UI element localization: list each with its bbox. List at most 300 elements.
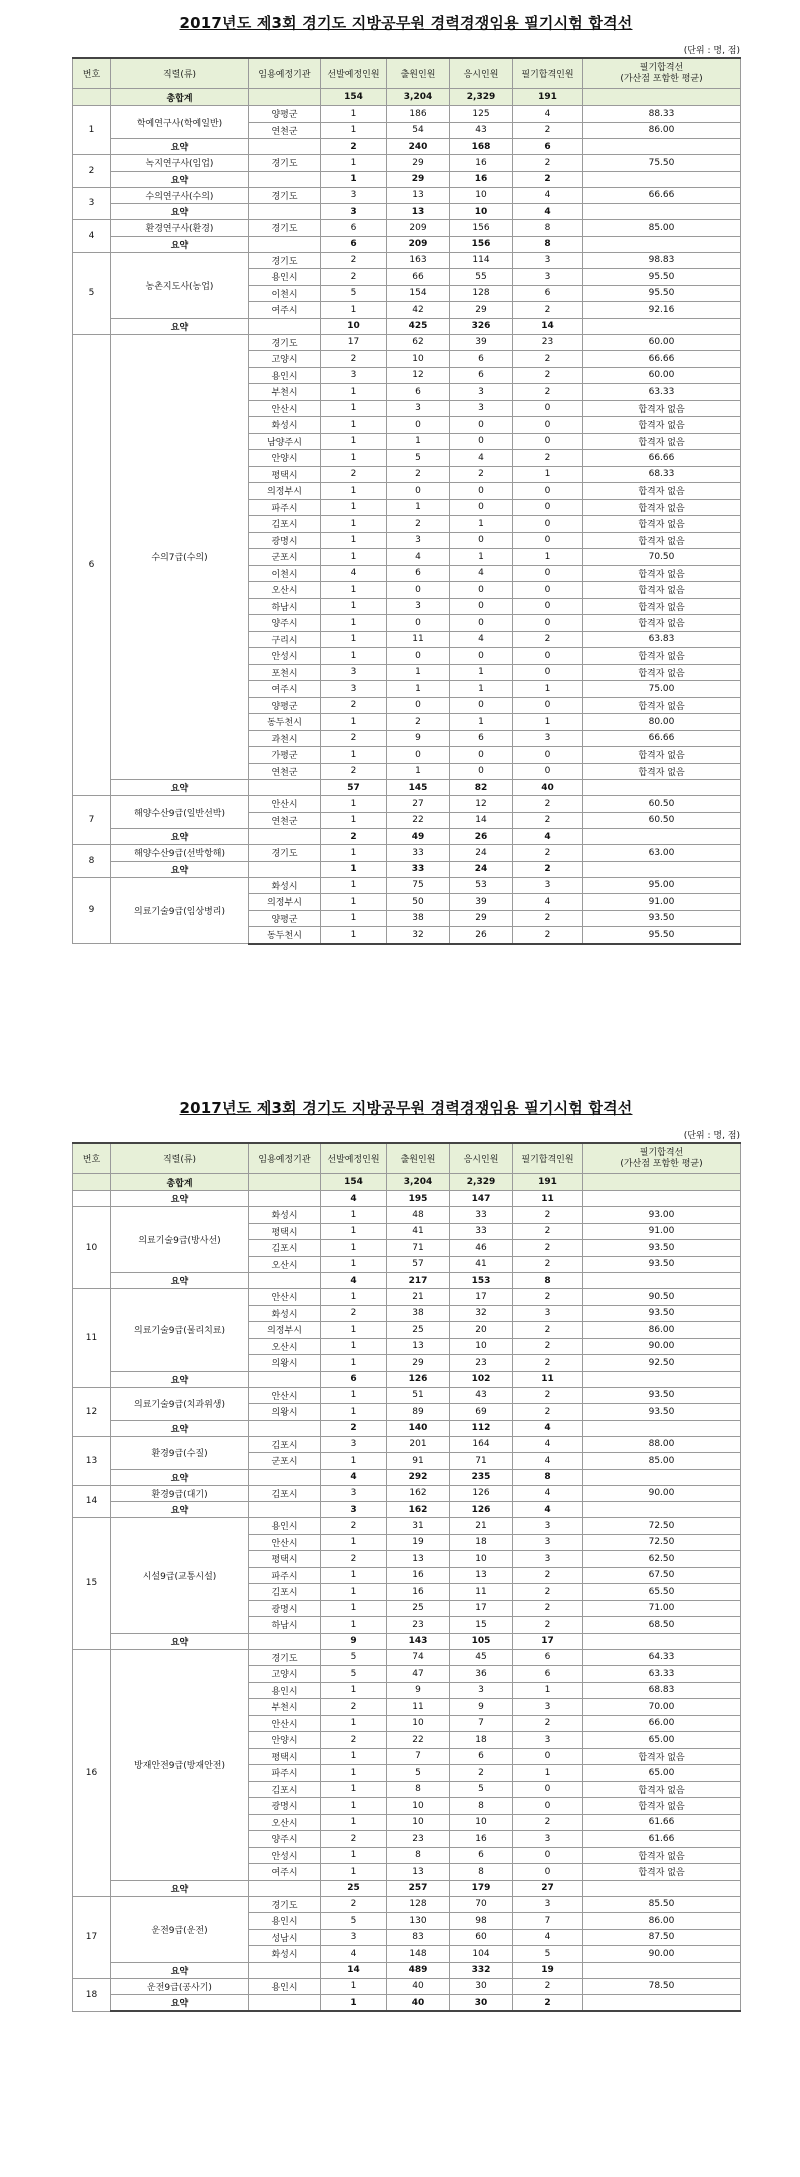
results-table bbox=[72, 1142, 741, 2012]
applicant-count: 91 bbox=[387, 1453, 450, 1470]
planned-count: 4 bbox=[321, 565, 387, 582]
applicant-count: 23 bbox=[387, 1831, 450, 1848]
applicant-count: 51 bbox=[387, 1387, 450, 1404]
applicant-count: 16 bbox=[387, 1567, 450, 1584]
applicant-count: 71 bbox=[387, 1240, 450, 1257]
agency: 구리시 bbox=[249, 631, 321, 648]
applicant-count: 1 bbox=[387, 763, 450, 780]
agency: 평택시 bbox=[249, 1223, 321, 1240]
blank-cell bbox=[249, 1469, 321, 1485]
agency: 오산시 bbox=[249, 1256, 321, 1273]
summary-value: 1 bbox=[321, 861, 387, 877]
summary-label: 요약 bbox=[111, 1995, 249, 2012]
cutoff-score: 합격자 없음 bbox=[583, 1864, 741, 1881]
applicant-count: 32 bbox=[387, 927, 450, 944]
summary-value: 2 bbox=[321, 1420, 387, 1436]
cutoff-score: 합격자 없음 bbox=[583, 615, 741, 632]
agency: 광명시 bbox=[249, 532, 321, 549]
agency: 평택시 bbox=[249, 1551, 321, 1568]
agency: 고양시 bbox=[249, 1666, 321, 1683]
group-number: 3 bbox=[73, 187, 111, 220]
summary-value: 11 bbox=[513, 1371, 583, 1387]
grand-total-row bbox=[73, 89, 741, 106]
table-row bbox=[73, 1649, 741, 1666]
grand-total-value: 3,204 bbox=[387, 1174, 450, 1191]
table-row bbox=[73, 845, 741, 862]
pass-count: 2 bbox=[513, 845, 583, 862]
applicant-count: 2 bbox=[387, 714, 450, 731]
cutoff-score: 92.16 bbox=[583, 302, 741, 319]
examinee-count: 2 bbox=[450, 466, 513, 483]
cutoff-score: 93.50 bbox=[583, 910, 741, 927]
applicant-count: 12 bbox=[387, 367, 450, 384]
cutoff-score: 61.66 bbox=[583, 1831, 741, 1848]
summary-value: 27 bbox=[513, 1880, 583, 1896]
applicant-count: 2 bbox=[387, 516, 450, 533]
planned-count: 2 bbox=[321, 351, 387, 368]
examinee-count: 32 bbox=[450, 1305, 513, 1322]
cutoff-score: 85.00 bbox=[583, 1453, 741, 1470]
pass-count: 2 bbox=[513, 351, 583, 368]
applicant-count: 7 bbox=[387, 1748, 450, 1765]
blank-cell bbox=[249, 318, 321, 334]
summary-value: 11 bbox=[513, 1191, 583, 1207]
pass-count: 0 bbox=[513, 565, 583, 582]
examinee-count: 17 bbox=[450, 1600, 513, 1617]
blank-cell bbox=[73, 89, 111, 106]
agency: 부천시 bbox=[249, 384, 321, 401]
agency: 용인시 bbox=[249, 1978, 321, 1995]
examinee-count: 33 bbox=[450, 1223, 513, 1240]
planned-count: 3 bbox=[321, 681, 387, 698]
agency: 안양시 bbox=[249, 1732, 321, 1749]
agency: 의정부시 bbox=[249, 483, 321, 500]
job-series: 시설9급(교통시설) bbox=[111, 1518, 249, 1634]
column-header: 필기합격인원 bbox=[513, 1143, 583, 1174]
pass-count: 3 bbox=[513, 1518, 583, 1535]
examinee-count: 16 bbox=[450, 155, 513, 172]
column-header: 번호 bbox=[73, 1143, 111, 1174]
pass-count: 0 bbox=[513, 483, 583, 500]
examinee-count: 156 bbox=[450, 220, 513, 237]
pass-count: 0 bbox=[513, 697, 583, 714]
applicant-count: 11 bbox=[387, 1699, 450, 1716]
pass-count: 2 bbox=[513, 1600, 583, 1617]
applicant-count: 41 bbox=[387, 1223, 450, 1240]
examinee-count: 23 bbox=[450, 1355, 513, 1372]
pass-count: 2 bbox=[513, 1584, 583, 1601]
applicant-count: 8 bbox=[387, 1847, 450, 1864]
applicant-count: 66 bbox=[387, 269, 450, 286]
agency: 경기도 bbox=[249, 1896, 321, 1913]
examinee-count: 10 bbox=[450, 1551, 513, 1568]
agency: 성남시 bbox=[249, 1929, 321, 1946]
pass-count: 2 bbox=[513, 812, 583, 829]
applicant-count: 10 bbox=[387, 351, 450, 368]
planned-count: 1 bbox=[321, 1715, 387, 1732]
applicant-count: 57 bbox=[387, 1256, 450, 1273]
cutoff-score: 66.66 bbox=[583, 187, 741, 204]
agency: 파주시 bbox=[249, 1567, 321, 1584]
agency: 양주시 bbox=[249, 1831, 321, 1848]
cutoff-score: 72.50 bbox=[583, 1534, 741, 1551]
applicant-count: 29 bbox=[387, 155, 450, 172]
examinee-count: 18 bbox=[450, 1534, 513, 1551]
cutoff-score: 93.50 bbox=[583, 1256, 741, 1273]
summary-value: 82 bbox=[450, 780, 513, 796]
summary-value: 49 bbox=[387, 829, 450, 845]
examinee-count: 39 bbox=[450, 334, 513, 351]
examinee-count: 29 bbox=[450, 910, 513, 927]
summary-value: 2 bbox=[321, 139, 387, 155]
cutoff-score: 92.50 bbox=[583, 1355, 741, 1372]
examinee-count: 10 bbox=[450, 1338, 513, 1355]
summary-value: 14 bbox=[321, 1962, 387, 1978]
agency: 화성시 bbox=[249, 1946, 321, 1963]
blank-cell bbox=[249, 1191, 321, 1207]
applicant-count: 13 bbox=[387, 1338, 450, 1355]
blank-cell bbox=[249, 139, 321, 155]
agency: 안산시 bbox=[249, 1387, 321, 1404]
summary-value: 1 bbox=[321, 171, 387, 187]
summary-value: 8 bbox=[513, 236, 583, 252]
cutoff-score: 60.50 bbox=[583, 812, 741, 829]
examinee-count: 46 bbox=[450, 1240, 513, 1257]
job-series: 의료기술9급(물리치료) bbox=[111, 1289, 249, 1372]
table-row bbox=[73, 1207, 741, 1224]
examinee-count: 0 bbox=[450, 483, 513, 500]
summary-row bbox=[73, 1995, 741, 2012]
planned-count: 1 bbox=[321, 927, 387, 944]
agency: 이천시 bbox=[249, 565, 321, 582]
applicant-count: 16 bbox=[387, 1584, 450, 1601]
planned-count: 1 bbox=[321, 812, 387, 829]
planned-count: 1 bbox=[321, 1847, 387, 1864]
blank-cell bbox=[249, 1273, 321, 1289]
cutoff-score: 80.00 bbox=[583, 714, 741, 731]
blank-cell bbox=[583, 1191, 741, 1207]
summary-value: 4 bbox=[321, 1273, 387, 1289]
examinee-count: 39 bbox=[450, 894, 513, 911]
applicant-count: 75 bbox=[387, 877, 450, 894]
cutoff-score: 90.50 bbox=[583, 1289, 741, 1306]
header-row bbox=[73, 1143, 741, 1174]
summary-row bbox=[73, 1371, 741, 1387]
examinee-count: 114 bbox=[450, 252, 513, 269]
summary-value: 33 bbox=[387, 861, 450, 877]
summary-label: 요약 bbox=[111, 780, 249, 796]
grand-total-value: 191 bbox=[513, 89, 583, 106]
cutoff-score: 60.00 bbox=[583, 367, 741, 384]
agency: 안산시 bbox=[249, 1534, 321, 1551]
blank-cell bbox=[583, 1962, 741, 1978]
summary-value: 6 bbox=[513, 139, 583, 155]
pass-count: 5 bbox=[513, 1946, 583, 1963]
applicant-count: 128 bbox=[387, 1896, 450, 1913]
summary-value: 9 bbox=[321, 1633, 387, 1649]
job-series: 해양수산9급(일반선박) bbox=[111, 796, 249, 829]
summary-row bbox=[73, 171, 741, 187]
pass-count: 0 bbox=[513, 1864, 583, 1881]
job-series: 환경9급(대기) bbox=[111, 1485, 249, 1502]
pass-count: 3 bbox=[513, 1551, 583, 1568]
cutoff-score: 90.00 bbox=[583, 1485, 741, 1502]
summary-value: 126 bbox=[450, 1502, 513, 1518]
summary-value: 4 bbox=[513, 1420, 583, 1436]
cutoff-score: 합격자 없음 bbox=[583, 648, 741, 665]
group-number: 9 bbox=[73, 877, 111, 944]
agency: 경기도 bbox=[249, 1649, 321, 1666]
applicant-count: 23 bbox=[387, 1617, 450, 1634]
summary-value: 19 bbox=[513, 1962, 583, 1978]
planned-count: 3 bbox=[321, 367, 387, 384]
pass-count: 2 bbox=[513, 1240, 583, 1257]
cutoff-score: 75.50 bbox=[583, 155, 741, 172]
planned-count: 1 bbox=[321, 549, 387, 566]
summary-row bbox=[73, 1469, 741, 1485]
summary-value: 195 bbox=[387, 1191, 450, 1207]
job-series: 운전9급(운전) bbox=[111, 1896, 249, 1962]
pass-count: 0 bbox=[513, 516, 583, 533]
summary-value: 14 bbox=[513, 318, 583, 334]
planned-count: 1 bbox=[321, 631, 387, 648]
examinee-count: 3 bbox=[450, 384, 513, 401]
applicant-count: 0 bbox=[387, 483, 450, 500]
blank-cell bbox=[73, 1191, 111, 1207]
examinee-count: 104 bbox=[450, 1946, 513, 1963]
planned-count: 1 bbox=[321, 1338, 387, 1355]
examinee-count: 70 bbox=[450, 1896, 513, 1913]
summary-value: 162 bbox=[387, 1502, 450, 1518]
blank-cell bbox=[583, 171, 741, 187]
applicant-count: 3 bbox=[387, 532, 450, 549]
cutoff-score: 66.00 bbox=[583, 1715, 741, 1732]
cutoff-score: 67.50 bbox=[583, 1567, 741, 1584]
table-row bbox=[73, 1289, 741, 1306]
group-number: 12 bbox=[73, 1387, 111, 1436]
planned-count: 1 bbox=[321, 1387, 387, 1404]
applicant-count: 0 bbox=[387, 648, 450, 665]
examinee-count: 6 bbox=[450, 351, 513, 368]
cutoff-score: 95.00 bbox=[583, 877, 741, 894]
agency: 이천시 bbox=[249, 285, 321, 302]
examinee-count: 4 bbox=[450, 631, 513, 648]
agency: 의왕시 bbox=[249, 1404, 321, 1421]
pass-count: 0 bbox=[513, 664, 583, 681]
agency: 경기도 bbox=[249, 155, 321, 172]
blank-cell bbox=[249, 829, 321, 845]
blank-cell bbox=[583, 139, 741, 155]
examinee-count: 0 bbox=[450, 763, 513, 780]
pass-count: 3 bbox=[513, 1732, 583, 1749]
column-header: 선발예정인원 bbox=[321, 58, 387, 89]
unit-label: (단위 : 명, 점) bbox=[683, 46, 740, 56]
planned-count: 1 bbox=[321, 894, 387, 911]
cutoff-score: 66.66 bbox=[583, 450, 741, 467]
examinee-count: 30 bbox=[450, 1978, 513, 1995]
agency: 동두천시 bbox=[249, 927, 321, 944]
pass-count: 2 bbox=[513, 1567, 583, 1584]
examinee-count: 1 bbox=[450, 516, 513, 533]
planned-count: 1 bbox=[321, 1404, 387, 1421]
agency: 양평군 bbox=[249, 106, 321, 123]
planned-count: 5 bbox=[321, 1649, 387, 1666]
cutoff-score: 합격자 없음 bbox=[583, 400, 741, 417]
summary-label: 요약 bbox=[111, 1273, 249, 1289]
pass-count: 3 bbox=[513, 252, 583, 269]
applicant-count: 33 bbox=[387, 845, 450, 862]
agency: 화성시 bbox=[249, 1207, 321, 1224]
planned-count: 1 bbox=[321, 122, 387, 139]
planned-count: 1 bbox=[321, 714, 387, 731]
planned-count: 5 bbox=[321, 1913, 387, 1930]
planned-count: 2 bbox=[321, 1732, 387, 1749]
grand-total-value: 2,329 bbox=[450, 1174, 513, 1191]
pass-count: 0 bbox=[513, 1748, 583, 1765]
pass-count: 2 bbox=[513, 155, 583, 172]
examinee-count: 1 bbox=[450, 714, 513, 731]
applicant-count: 21 bbox=[387, 1289, 450, 1306]
column-header: 필기합격선 (가산점 포함한 평균) bbox=[583, 1143, 741, 1174]
examinee-count: 1 bbox=[450, 681, 513, 698]
examinee-count: 43 bbox=[450, 122, 513, 139]
summary-value: 153 bbox=[450, 1273, 513, 1289]
planned-count: 2 bbox=[321, 1896, 387, 1913]
group-number: 10 bbox=[73, 1207, 111, 1289]
group-number: 2 bbox=[73, 155, 111, 188]
page-2 bbox=[72, 1097, 740, 2012]
summary-value: 143 bbox=[387, 1633, 450, 1649]
planned-count: 1 bbox=[321, 400, 387, 417]
cutoff-score: 68.83 bbox=[583, 1682, 741, 1699]
cutoff-score: 90.00 bbox=[583, 1946, 741, 1963]
table-row bbox=[73, 877, 741, 894]
summary-row bbox=[73, 829, 741, 845]
pass-count: 2 bbox=[513, 302, 583, 319]
agency: 오산시 bbox=[249, 1814, 321, 1831]
planned-count: 1 bbox=[321, 1567, 387, 1584]
examinee-count: 13 bbox=[450, 1567, 513, 1584]
cutoff-score: 90.00 bbox=[583, 1338, 741, 1355]
applicant-count: 3 bbox=[387, 598, 450, 615]
summary-value: 292 bbox=[387, 1469, 450, 1485]
agency: 김포시 bbox=[249, 1781, 321, 1798]
pass-count: 0 bbox=[513, 648, 583, 665]
agency: 의왕시 bbox=[249, 1355, 321, 1372]
planned-count: 2 bbox=[321, 1518, 387, 1535]
summary-label: 요약 bbox=[111, 139, 249, 155]
planned-count: 1 bbox=[321, 384, 387, 401]
pass-count: 2 bbox=[513, 1207, 583, 1224]
cutoff-score: 70.00 bbox=[583, 1699, 741, 1716]
group-number: 8 bbox=[73, 845, 111, 878]
pass-count: 4 bbox=[513, 1929, 583, 1946]
examinee-count: 16 bbox=[450, 1831, 513, 1848]
summary-value: 112 bbox=[450, 1420, 513, 1436]
applicant-count: 5 bbox=[387, 450, 450, 467]
table-row bbox=[73, 1436, 741, 1453]
cutoff-score: 64.33 bbox=[583, 1649, 741, 1666]
results-table bbox=[72, 57, 741, 945]
examinee-count: 21 bbox=[450, 1518, 513, 1535]
summary-value: 2 bbox=[513, 171, 583, 187]
pass-count: 2 bbox=[513, 122, 583, 139]
agency: 연천군 bbox=[249, 763, 321, 780]
cutoff-score: 86.00 bbox=[583, 1322, 741, 1339]
blank-cell bbox=[249, 861, 321, 877]
summary-value: 257 bbox=[387, 1880, 450, 1896]
planned-count: 1 bbox=[321, 302, 387, 319]
planned-count: 1 bbox=[321, 1223, 387, 1240]
job-series: 학예연구사(학예일반) bbox=[111, 106, 249, 139]
planned-count: 2 bbox=[321, 1551, 387, 1568]
pass-count: 4 bbox=[513, 187, 583, 204]
planned-count: 5 bbox=[321, 1666, 387, 1683]
examinee-count: 15 bbox=[450, 1617, 513, 1634]
applicant-count: 22 bbox=[387, 812, 450, 829]
examinee-count: 6 bbox=[450, 730, 513, 747]
summary-row bbox=[73, 318, 741, 334]
table-row bbox=[73, 220, 741, 237]
blank-cell bbox=[249, 1371, 321, 1387]
column-header: 응시인원 bbox=[450, 1143, 513, 1174]
planned-count: 1 bbox=[321, 1814, 387, 1831]
table-row bbox=[73, 1387, 741, 1404]
agency: 김포시 bbox=[249, 516, 321, 533]
summary-value: 425 bbox=[387, 318, 450, 334]
agency: 화성시 bbox=[249, 1305, 321, 1322]
applicant-count: 11 bbox=[387, 631, 450, 648]
summary-value: 332 bbox=[450, 1962, 513, 1978]
summary-value: 1 bbox=[321, 1995, 387, 2012]
summary-value: 4 bbox=[513, 204, 583, 220]
blank-cell bbox=[583, 1633, 741, 1649]
summary-value: 147 bbox=[450, 1191, 513, 1207]
planned-count: 1 bbox=[321, 499, 387, 516]
applicant-count: 186 bbox=[387, 106, 450, 123]
applicant-count: 163 bbox=[387, 252, 450, 269]
cutoff-score: 95.50 bbox=[583, 269, 741, 286]
examinee-count: 0 bbox=[450, 499, 513, 516]
job-series: 환경9급(수질) bbox=[111, 1436, 249, 1469]
applicant-count: 38 bbox=[387, 1305, 450, 1322]
examinee-count: 126 bbox=[450, 1485, 513, 1502]
applicant-count: 13 bbox=[387, 1864, 450, 1881]
examinee-count: 0 bbox=[450, 697, 513, 714]
applicant-count: 1 bbox=[387, 499, 450, 516]
summary-value: 2 bbox=[321, 829, 387, 845]
agency: 용인시 bbox=[249, 1518, 321, 1535]
column-header: 번호 bbox=[73, 58, 111, 89]
cutoff-score: 합격자 없음 bbox=[583, 483, 741, 500]
blank-cell bbox=[249, 1962, 321, 1978]
applicant-count: 0 bbox=[387, 582, 450, 599]
blank-cell bbox=[583, 1880, 741, 1896]
group-number: 13 bbox=[73, 1436, 111, 1485]
pass-count: 4 bbox=[513, 894, 583, 911]
agency: 군포시 bbox=[249, 1453, 321, 1470]
blank-cell bbox=[583, 1469, 741, 1485]
cutoff-score: 95.50 bbox=[583, 285, 741, 302]
applicant-count: 19 bbox=[387, 1534, 450, 1551]
pass-count: 4 bbox=[513, 1453, 583, 1470]
cutoff-score: 합격자 없음 bbox=[583, 1781, 741, 1798]
summary-row bbox=[73, 780, 741, 796]
cutoff-score: 95.50 bbox=[583, 927, 741, 944]
examinee-count: 6 bbox=[450, 1847, 513, 1864]
summary-value: 40 bbox=[387, 1995, 450, 2012]
group-number: 6 bbox=[73, 334, 111, 796]
